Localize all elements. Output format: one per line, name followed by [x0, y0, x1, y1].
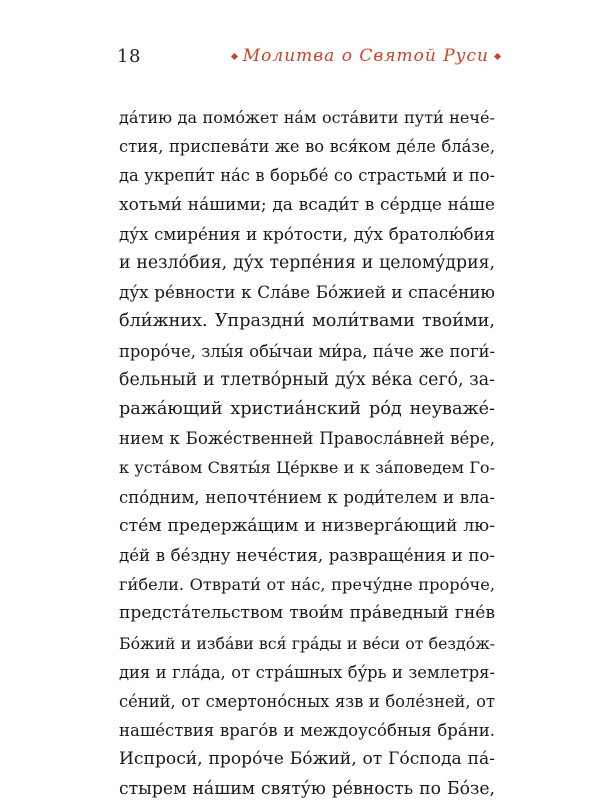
text-line: дия и гла́да, от стра́шных бу́рь и землетря- [119, 662, 495, 682]
running-head-title: Молитва о Святой Руси [242, 46, 489, 66]
page-header [117, 42, 500, 70]
text-line: да укрепи́т на́с в борьбе́ со страстьми́ и по- [119, 166, 495, 186]
text-line: наше́ствия враго́в и междоусо́бныя бра́ни. [119, 721, 495, 741]
text-line: Испроси́, проро́че Бо́жий, от Го́спода па́- [119, 749, 495, 770]
text-line: хотьми́ на́шими; да всади́т в се́рдце на́ше [119, 194, 495, 215]
text-line: ража́ющий христиа́нский ро́д неуваже́- [119, 399, 495, 420]
text-line: се́ний, от смертоно́сных язв и боле́зней, от [119, 692, 495, 712]
text-line: к уста́вом Святы́я Це́ркве и к за́поведем Го- [119, 458, 495, 478]
diamond-ornament-left-icon [231, 52, 238, 59]
text-line: и незло́бия, ду́х терпе́ния и целому́дрия, [119, 253, 495, 274]
text-line: ду́х смире́ния и кро́тости, ду́х братолю́бия [119, 224, 495, 244]
text-line: Бо́жий и изба́ви вся́ гра́ды и ве́си от бездо́ж- [119, 633, 495, 653]
text-line: ги́бели. Отврати́ от на́с, пречу́дне проро́че, [119, 575, 495, 595]
running-head [232, 46, 500, 66]
text-line: сте́м предержа́щим и низверга́ющий лю- [119, 515, 495, 536]
text-line: нием к Боже́ственней Правосла́вней ве́ре, [119, 429, 495, 449]
text-line: предста́тельством твои́м пра́ведный гне́в [119, 603, 495, 624]
text-line: стия, приспева́ти же во вся́ком де́ле бла́зе, [119, 137, 495, 157]
text-line: да́тию да помо́жет на́м оста́вити пути́ нече́- [119, 108, 495, 127]
text-line: спо́дним, непочте́нием к роди́телем и вла- [119, 487, 495, 507]
prayer-text [119, 103, 495, 804]
text-line: стырем на́шим святу́ю ре́вность по Бо́зе, [119, 778, 495, 799]
text-line: проро́че, злы́я обы́чаи ми́ра, па́че же поги́- [119, 341, 495, 361]
text-line: бельный и тлетво́рный ду́х ве́ка сего́, за- [119, 369, 495, 390]
text-line: де́й в бе́здну нече́стия, развраще́ния и по- [119, 546, 495, 566]
text-line: ду́х ре́вности к Сла́ве Бо́жией и спасе́нию [119, 282, 495, 303]
diamond-ornament-right-icon [494, 52, 501, 59]
text-line: бли́жних. Упраздни́ моли́твами твои́ми, [119, 311, 495, 332]
page-number: 18 [117, 45, 141, 67]
